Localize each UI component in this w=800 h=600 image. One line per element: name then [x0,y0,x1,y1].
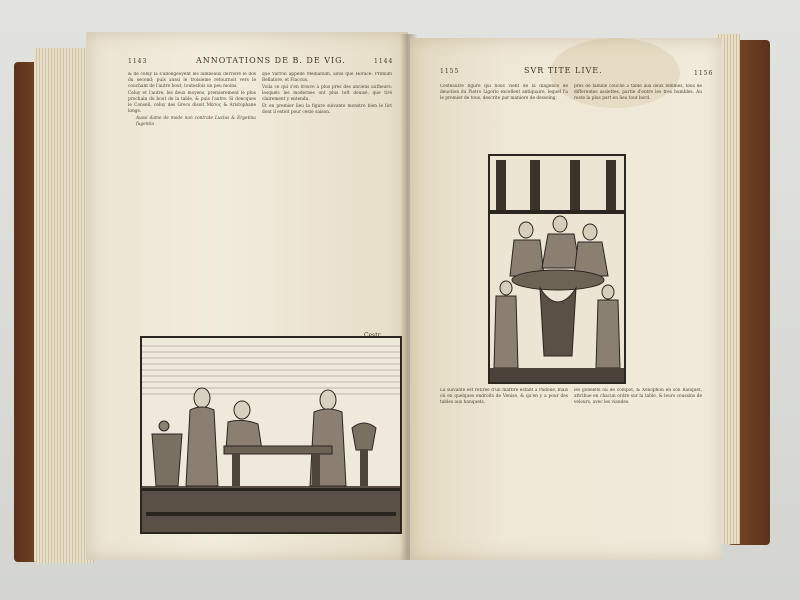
paragraph: & de celuy là s'allongeoyent les lambeaux derriere le dos du second; puis aussi le troisieme retournoit vers le couchant de l'autre bout, toutesfois un peu moins. [128,72,256,89]
right-top-column-2 [574,84,702,140]
paragraph: La suivante est retiree d'un marbre estant à Padoue, mais où en quelques endroits de Venise, & qu'en y a pour des tables aux banquets. [440,388,568,405]
paragraph: les gobelets ou de compot, & Xenophon en son Banquet, attribue en chacun ordre sur la table, & leurs coussins de velours, avec les viandes. [574,388,702,405]
woodcut-banquet-scene [140,336,402,534]
woodcut-illustration [142,338,400,532]
page-edges-left [34,48,94,563]
woodcut-dining-figures [488,154,626,384]
left-folio-1: 1143 [128,58,148,65]
left-running-head: ANNOTATIONS DE B. DE VIG. [196,56,346,65]
left-column-2 [262,72,392,336]
right-folio-2: 1156 [694,70,714,77]
paragraph: pres de famille couché à table aux deux fémmes, tous de differentes assiettes, partie d'entre les tres humbles. Au reste la plus part en lieu tout bord. [574,84,702,101]
right-top-column-1 [440,84,568,160]
right-page [410,38,722,560]
right-folio-1: 1155 [440,68,460,75]
right-running-head: SVR TITE LIVE. [524,66,603,75]
right-bottom-column-1 [440,388,568,518]
paragraph: que Varron appelle Medianum, ainsi que Horace: Primum Bellatore, et Flaccus. [262,72,392,83]
left-column-1 [128,72,256,336]
left-folio-2: 1144 [374,58,394,65]
paragraph: Cesteautre figure qui nous vient de la diligence de deuotion du Pietro Ligorio excellent antiquaire, lequel l'a le premier de tous, descrite par maniere de desseing. [440,84,568,101]
paragraph: Voila ce qui s'en trouve à plus pres des anciens autheurs: lesquels les modernes ont plus toft deuisé, que tiré clairement y entendu. [262,85,392,102]
right-bottom-column-2 [574,388,702,498]
woodcut-illustration [490,156,624,382]
left-page [86,32,408,560]
paragraph: Celuy et l'autre, les deux moyens, premierement le plus prochain du bout de la table, & puis l'autre. Si doncques le Conseil, celuy des Grecs disoit Μέσος & Aristophane longs. [128,91,256,114]
verse: Aussi dame de mode non contrate Lucius & Ergetina fugentia [136,116,256,127]
paragraph: Et en premier lieu la figure suivante monstre bien le lict dont il estoit pour ceste saison. [262,104,392,115]
